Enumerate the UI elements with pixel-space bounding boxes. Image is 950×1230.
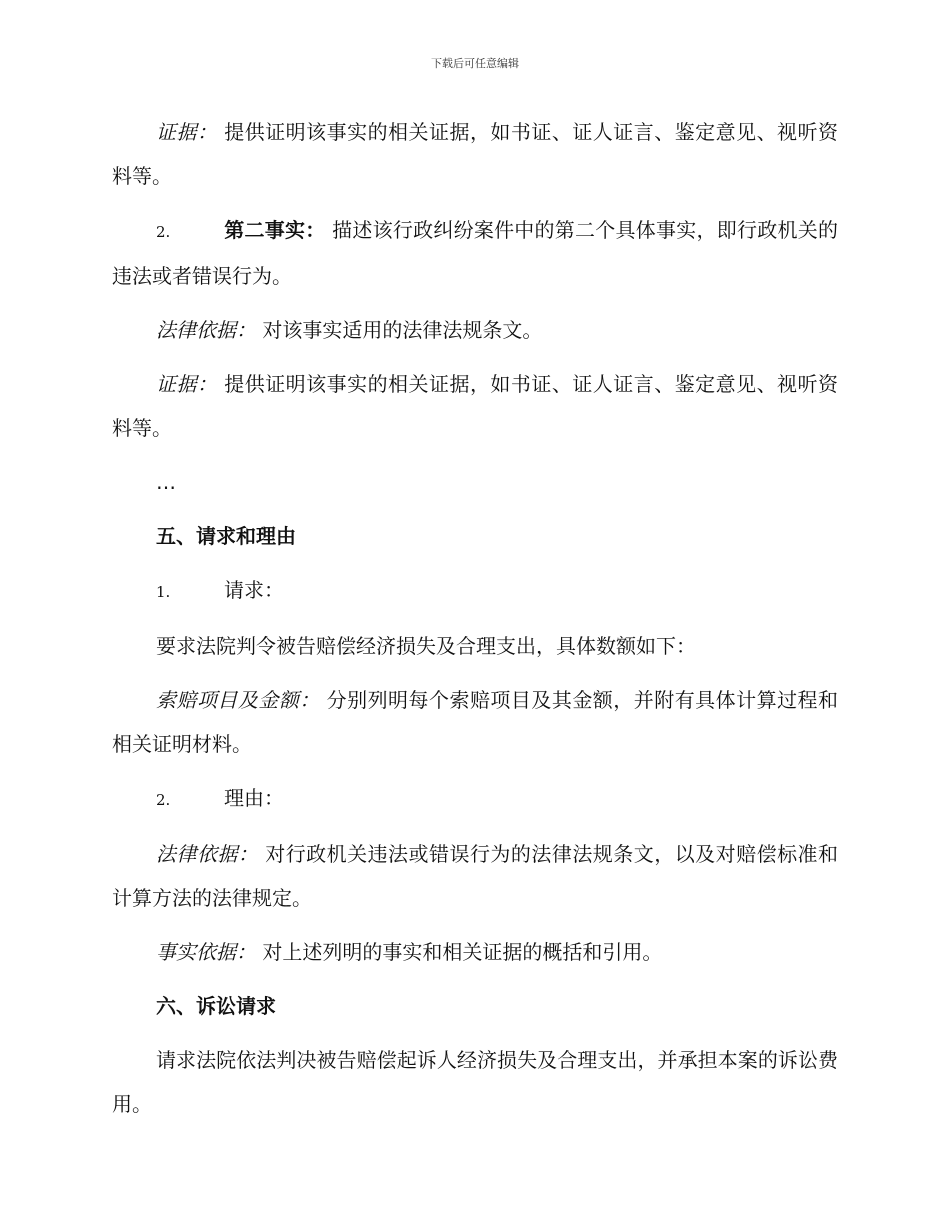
paragraph-evidence-2 [112, 362, 838, 450]
label: 法律依据： [156, 842, 259, 866]
document-body [112, 110, 838, 1136]
text: 对行政机关违法或错误行为的法律法规条文，以及对赔偿标准和计算方法的法律规定。 [112, 842, 839, 910]
paragraph-ellipsis: … [156, 470, 176, 494]
text: 提供证明该事实的相关证据，如书证、证人证言、鉴定意见、视听资料等。 [112, 120, 839, 188]
label: 索赔项目及金额： [156, 688, 320, 712]
list-number: 1. [156, 583, 171, 601]
paragraph-legal-basis-2 [112, 832, 838, 920]
text: 理由： [224, 786, 284, 810]
section-heading-6: 六、诉讼请求 [156, 994, 276, 1018]
paragraph-litigation-request: 请求法院依法判决被告赔偿起诉人经济损失及合理支出，并承担本案的诉讼费用。 [112, 1048, 838, 1116]
page-header: 下载后可任意编辑 [431, 57, 519, 70]
text: 对该事实适用的法律法规条文。 [262, 318, 543, 342]
label: 法律依据： [156, 318, 256, 342]
text: 提供证明该事实的相关证据，如书证、证人证言、鉴定意见、视听资料等。 [112, 372, 839, 440]
paragraph-legal-basis-1 [112, 308, 838, 352]
label: 事实依据： [156, 940, 256, 964]
text: 描述该行政纠纷案件中的第二个具体事实，即行政机关的违法或者错误行为。 [112, 218, 839, 288]
list-number: 2. [156, 223, 171, 241]
label: 第二事实： [224, 218, 326, 242]
paragraph-claim-items [112, 678, 838, 766]
paragraph-request-detail: 要求法院判令被告赔偿经济损失及合理支出，具体数额如下： [156, 634, 696, 658]
paragraph-second-fact [112, 208, 838, 298]
label: 证据： [156, 372, 218, 396]
label: 证据： [156, 120, 218, 144]
paragraph-evidence-1 [112, 110, 838, 198]
paragraph-request-item [112, 568, 838, 614]
text: 请求： [224, 578, 284, 602]
paragraph-reason-item [112, 776, 838, 822]
text: 分别列明每个索赔项目及其金额，并附有具体计算过程和相关证明材料。 [112, 688, 839, 756]
paragraph-factual-basis [112, 930, 838, 974]
list-number: 2. [156, 791, 171, 809]
section-heading-5: 五、请求和理由 [156, 524, 296, 548]
text: 对上述列明的事实和相关证据的概括和引用。 [262, 940, 663, 964]
